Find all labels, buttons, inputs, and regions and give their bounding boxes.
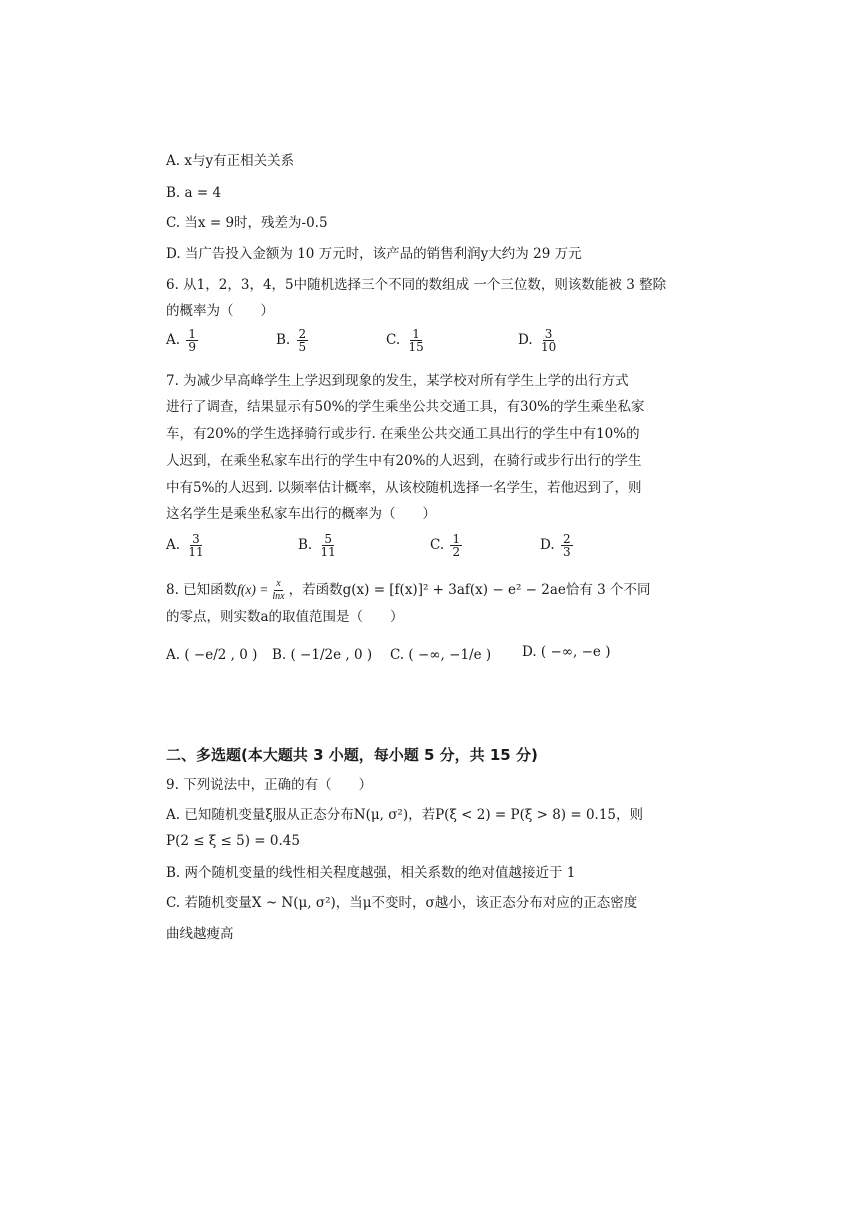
q5-option-d: D. 当广告投入金额为 10 万元时，该产品的销售利润y大约为 29 万元 <box>166 246 582 262</box>
option-label: A. <box>166 537 181 553</box>
q9-option-c-line2: 曲线越瘦高 <box>166 926 234 942</box>
q8-option-b: B. ( −1/2e , 0 ) <box>272 647 373 663</box>
q7-line-2: 进行了调查，结果显示有50%的学生乘坐公共交通工具，有30%的学生乘坐私家 <box>166 399 645 415</box>
option-label: D. <box>540 537 555 553</box>
q8-option-a: A. ( −e/2 , 0 ) <box>166 647 258 663</box>
denominator: 5 <box>298 340 307 354</box>
q7-line-6: 这名学生是乘坐私家车出行的概率为（ ） <box>166 506 436 522</box>
q8-fraction <box>270 578 286 603</box>
q8-fx: f(x) = <box>237 582 269 597</box>
q9-option-b: B. 两个随机变量的线性相关程度越强，相关系数的绝对值越接近于 1 <box>166 865 576 881</box>
numerator: 2 <box>298 327 307 341</box>
q7-line-1: 7. 为减少早高峰学生上学迟到现象的发生，某学校对所有学生上学的出行方式 <box>166 373 629 389</box>
q6-option-d <box>518 328 560 353</box>
q6-stem-line2: 的概率为（ ） <box>166 303 274 319</box>
denominator: 2 <box>452 545 461 559</box>
numerator: 1 <box>412 327 420 341</box>
numerator: 5 <box>324 532 332 546</box>
fraction <box>561 533 573 558</box>
q6-option-c <box>386 328 428 353</box>
q7-option-b <box>298 533 340 558</box>
numerator: x <box>276 578 281 589</box>
q9-option-a-line1: A. 已知随机变量ξ服从正态分布N(μ, σ²)，若P(ξ < 2) = P(ξ > 8) = 0.15，则 <box>166 807 644 823</box>
option-label: A. <box>166 332 181 348</box>
q9-option-c-line1: C. 若随机变量X ~ N(μ, σ²)，当μ不变时，σ越小，该正态分布对应的正态密度 <box>166 895 638 911</box>
fraction <box>450 533 462 558</box>
q8-option-d: D. ( −∞, −e ) <box>522 644 611 660</box>
q7-option-d <box>540 533 575 558</box>
q7-line-3: 车，有20%的学生选择骑行或步行. 在乘坐公共交通工具出行的学生中有10%的 <box>166 426 640 442</box>
q9-stem: 9. 下列说法中，正确的有（ ） <box>166 777 373 793</box>
q8-option-c: C. ( −∞, −1/e ) <box>390 647 492 663</box>
q6-option-a <box>166 328 200 353</box>
q6-option-b <box>276 328 310 353</box>
numerator: 1 <box>452 532 461 546</box>
numerator: 3 <box>544 327 553 341</box>
fraction <box>186 328 198 353</box>
denominator: 11 <box>188 545 204 559</box>
fraction <box>406 328 425 353</box>
q8-prefix: 8. 已知函数 <box>166 582 238 598</box>
q8-middle: ，若函数g(x) = [f(x)]² + 3af(x) − e² − 2ae恰有 3 个不同 <box>288 582 651 598</box>
fraction <box>297 328 309 353</box>
q7-line-5: 中有5%的人迟到. 以频率估计概率，从该校随机选择一名学生，若他迟到了，则 <box>166 480 642 496</box>
section-heading: 二、多选题(本大题共 3 小题，每小题 5 分，共 15 分) <box>166 746 538 764</box>
q7-option-a <box>166 533 208 558</box>
q5-option-b: B. a = 4 <box>166 185 222 201</box>
option-label: C. <box>386 332 401 348</box>
option-label: B. <box>298 537 313 553</box>
q9-option-a-line2: P(2 ≤ ξ ≤ 5) = 0.45 <box>166 833 300 849</box>
numerator: 1 <box>188 327 196 341</box>
option-label: B. <box>276 332 291 348</box>
option-label: D. <box>518 332 533 348</box>
q7-line-4: 人迟到，在乘坐私家车出行的学生中有20%的人迟到，在骑行或步行出行的学生 <box>166 453 642 469</box>
fraction <box>319 533 338 558</box>
denominator: 15 <box>408 340 424 354</box>
option-label: C. <box>430 537 445 553</box>
q8-stem-line1 <box>166 578 651 603</box>
numerator: 2 <box>562 532 571 546</box>
denominator: lnx <box>272 591 285 602</box>
q8-stem-line2: 的零点，则实数a的取值范围是（ ） <box>166 609 404 625</box>
denominator: 9 <box>188 340 196 354</box>
q5-option-a: A. x与y有正相关关系 <box>166 153 295 169</box>
q7-option-c <box>430 533 464 558</box>
fraction <box>539 328 558 353</box>
numerator: 3 <box>192 532 200 546</box>
fraction <box>186 533 205 558</box>
denominator: 11 <box>320 545 336 559</box>
q6-stem-line1: 6. 从1，2，3，4，5中随机选择三个不同的数组成 一个三位数，则该数能被 3 整除 <box>166 277 667 293</box>
q5-option-c: C. 当x = 9时，残差为-0.5 <box>166 215 328 231</box>
denominator: 10 <box>540 340 557 354</box>
denominator: 3 <box>562 545 571 559</box>
